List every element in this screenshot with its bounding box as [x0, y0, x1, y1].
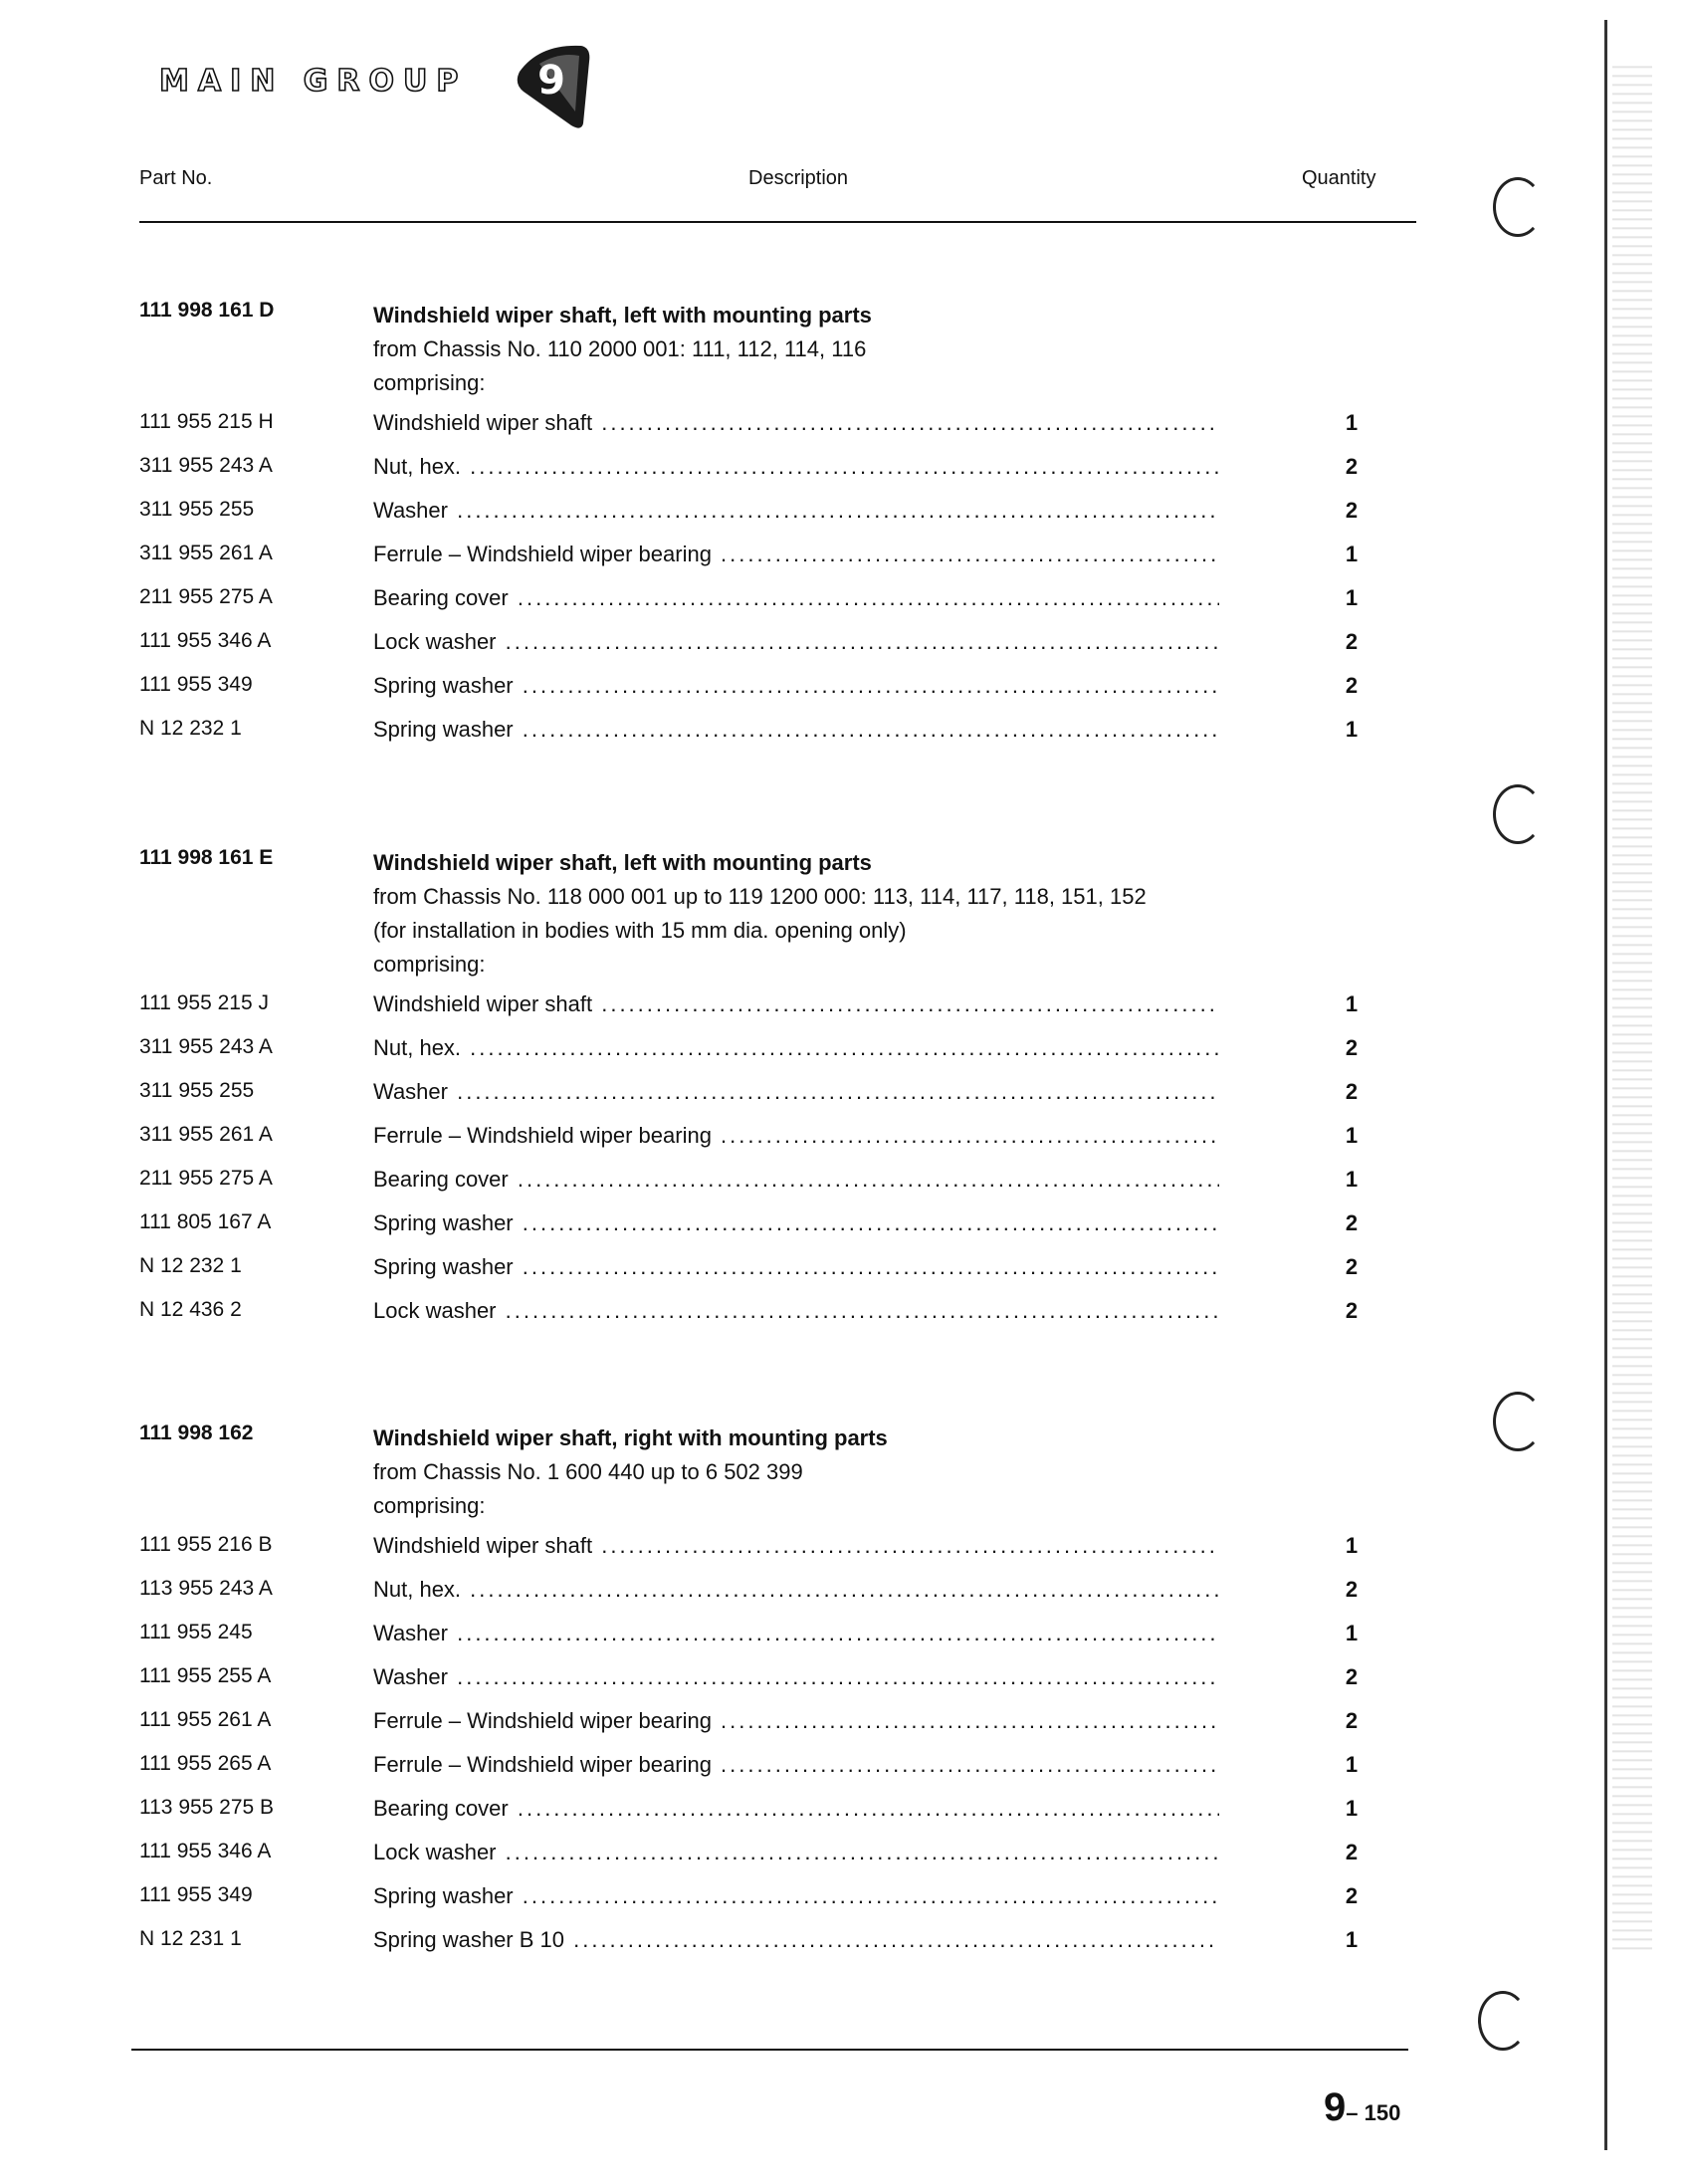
section-note: from Chassis No. 118 000 001 up to 119 1200 000: 113, 114, 117, 118, 151, 152 [373, 884, 1147, 909]
part-number: 111 805 167 A [139, 1210, 272, 1233]
part-number: 111 955 245 [139, 1621, 253, 1643]
punch-hole-icon [1478, 1991, 1528, 2051]
part-number: N 12 231 1 [139, 1927, 242, 1950]
part-number: 111 955 265 A [139, 1752, 272, 1775]
part-number: 111 955 215 J [139, 991, 269, 1014]
part-row [129, 1796, 1364, 1840]
part-description: Spring washer ..... [373, 1254, 1219, 1280]
part-description: Nut, hex. ..... [373, 1577, 1219, 1603]
part-description: Lock washer ..... [373, 629, 1219, 655]
part-quantity: 1 [1345, 585, 1359, 610]
part-number: 111 955 349 [139, 1883, 253, 1906]
part-quantity: 2 [1345, 1210, 1359, 1235]
part-number: 111 955 255 A [139, 1664, 272, 1687]
section-note: (for installation in bodies with 15 mm dia. opening only) [373, 918, 907, 943]
part-row [129, 1708, 1364, 1752]
part-row [129, 991, 1364, 1035]
page-number [1324, 2085, 1400, 2130]
column-header-quantity: Quantity [1302, 167, 1376, 189]
part-quantity: 2 [1345, 1254, 1359, 1279]
part-description: Nut, hex. ..... [373, 454, 1219, 480]
page-number-sub: – 150 [1346, 2100, 1401, 2125]
section-note: from Chassis No. 1 600 440 up to 6 502 399 [373, 1459, 803, 1484]
part-row [129, 1533, 1364, 1577]
part-description: Washer ..... [373, 1079, 1219, 1105]
comprising-label-row [129, 366, 1364, 410]
comprising-label-row [129, 1489, 1364, 1533]
header-divider [139, 221, 1416, 223]
part-number: N 12 232 1 [139, 717, 242, 740]
part-number: 211 955 275 A [139, 1167, 273, 1190]
part-number: 111 955 346 A [139, 1840, 272, 1862]
part-row [129, 1210, 1364, 1254]
part-row [129, 1840, 1364, 1883]
part-description: Washer ..... [373, 1664, 1219, 1690]
binding-edge [1604, 20, 1607, 2150]
parts-section [129, 1421, 1364, 1971]
parts-section [129, 299, 1364, 761]
parts-section [129, 846, 1364, 1342]
section-title: Windshield wiper shaft, right with mounting parts [373, 1425, 888, 1450]
part-number: 311 955 243 A [139, 1035, 273, 1058]
part-description: Lock washer ..... [373, 1298, 1219, 1324]
part-row [129, 1664, 1364, 1708]
part-number: 311 955 261 A [139, 542, 273, 564]
part-row [129, 498, 1364, 542]
part-number: 311 955 243 A [139, 454, 273, 477]
part-quantity: 1 [1345, 410, 1359, 435]
part-number: 311 955 255 [139, 1079, 255, 1102]
punch-hole-icon [1493, 1392, 1543, 1451]
section-description [373, 299, 1214, 366]
section-description [373, 1421, 1214, 1489]
part-number: 113 955 275 B [139, 1796, 275, 1819]
group-badge-number: 9 [537, 58, 565, 104]
part-quantity: 1 [1345, 1927, 1359, 1952]
part-row [129, 1927, 1364, 1971]
part-row [129, 629, 1364, 673]
part-quantity: 2 [1345, 1577, 1359, 1602]
part-description: Spring washer ..... [373, 717, 1219, 743]
section-description [373, 846, 1214, 948]
part-description: Ferrule – Windshield wiper bearing ..... [373, 1123, 1219, 1149]
part-quantity: 2 [1345, 1664, 1359, 1689]
part-description: Nut, hex. ..... [373, 1035, 1219, 1061]
part-row [129, 1167, 1364, 1210]
part-row [129, 1577, 1364, 1621]
part-number: 311 955 255 [139, 498, 255, 521]
part-quantity: 1 [1345, 1123, 1359, 1148]
part-number: 111 955 216 B [139, 1533, 273, 1556]
part-description: Lock washer ..... [373, 1840, 1219, 1865]
part-quantity: 2 [1345, 1883, 1359, 1908]
main-group-title: MAIN GROUP [159, 64, 468, 99]
part-quantity: 2 [1345, 1079, 1359, 1104]
part-description: Spring washer ..... [373, 1210, 1219, 1236]
part-row [129, 585, 1364, 629]
column-header-part-no: Part No. [139, 167, 213, 189]
part-description: Windshield wiper shaft ..... [373, 410, 1219, 436]
part-number: N 12 232 1 [139, 1254, 242, 1277]
part-quantity: 1 [1345, 1533, 1359, 1558]
section-part-no: 111 998 162 [139, 1421, 254, 1444]
part-description: Ferrule – Windshield wiper bearing ..... [373, 1708, 1219, 1734]
part-description: Ferrule – Windshield wiper bearing ..... [373, 542, 1219, 567]
part-number: 111 955 215 H [139, 410, 274, 433]
comprising-label: comprising: [373, 1493, 486, 1518]
part-quantity: 1 [1345, 1621, 1359, 1645]
part-row [129, 1621, 1364, 1664]
part-description: Spring washer B 10 ..... [373, 1927, 1219, 1953]
part-row [129, 673, 1364, 717]
page-number-main: 9 [1324, 2085, 1347, 2129]
part-quantity: 2 [1345, 1840, 1359, 1864]
part-quantity: 2 [1345, 454, 1359, 479]
section-title-row [129, 299, 1364, 361]
part-description: Bearing cover ..... [373, 1167, 1219, 1193]
comprising-label: comprising: [373, 952, 486, 977]
group-badge-icon [510, 42, 599, 133]
section-title-row [129, 846, 1364, 943]
footer-divider [131, 2049, 1408, 2051]
part-description: Spring washer ..... [373, 1883, 1219, 1909]
part-row [129, 410, 1364, 454]
part-number: 111 955 261 A [139, 1708, 272, 1731]
part-number: N 12 436 2 [139, 1298, 242, 1321]
part-quantity: 2 [1345, 498, 1359, 523]
part-number: 113 955 243 A [139, 1577, 273, 1600]
part-description: Ferrule – Windshield wiper bearing ..... [373, 1752, 1219, 1778]
punch-hole-icon [1493, 784, 1543, 844]
part-row [129, 542, 1364, 585]
comprising-label-row [129, 948, 1364, 991]
scan-speckle [1612, 60, 1652, 1951]
part-row [129, 717, 1364, 761]
part-description: Windshield wiper shaft ..... [373, 1533, 1219, 1559]
part-quantity: 1 [1345, 717, 1359, 742]
part-description: Bearing cover ..... [373, 1796, 1219, 1822]
part-row [129, 1035, 1364, 1079]
part-description: Bearing cover ..... [373, 585, 1219, 611]
part-row [129, 454, 1364, 498]
part-row [129, 1254, 1364, 1298]
section-note: from Chassis No. 110 2000 001: 111, 112, 114, 116 [373, 336, 867, 361]
part-quantity: 1 [1345, 1752, 1359, 1777]
part-number: 211 955 275 A [139, 585, 273, 608]
part-quantity: 2 [1345, 1298, 1359, 1323]
part-description: Spring washer ..... [373, 673, 1219, 699]
part-description: Washer ..... [373, 498, 1219, 524]
part-description: Washer ..... [373, 1621, 1219, 1646]
page-header [159, 42, 657, 151]
punch-hole-icon [1493, 177, 1543, 237]
part-row [129, 1752, 1364, 1796]
column-header-description: Description [748, 167, 849, 189]
section-part-no: 111 998 161 E [139, 846, 274, 869]
part-quantity: 2 [1345, 1708, 1359, 1733]
part-row [129, 1123, 1364, 1167]
section-title: Windshield wiper shaft, left with mounting parts [373, 303, 872, 328]
part-row [129, 1298, 1364, 1342]
part-quantity: 1 [1345, 542, 1359, 566]
part-number: 111 955 349 [139, 673, 253, 696]
part-row [129, 1883, 1364, 1927]
section-part-no: 111 998 161 D [139, 299, 275, 322]
part-quantity: 1 [1345, 1167, 1359, 1192]
comprising-label: comprising: [373, 370, 486, 395]
part-quantity: 1 [1345, 991, 1359, 1016]
part-number: 111 955 346 A [139, 629, 272, 652]
section-title-row [129, 1421, 1364, 1484]
part-quantity: 2 [1345, 629, 1359, 654]
part-number: 311 955 261 A [139, 1123, 273, 1146]
section-title: Windshield wiper shaft, left with mounting parts [373, 850, 872, 875]
part-quantity: 2 [1345, 673, 1359, 698]
part-quantity: 1 [1345, 1796, 1359, 1821]
part-quantity: 2 [1345, 1035, 1359, 1060]
part-description: Windshield wiper shaft ..... [373, 991, 1219, 1017]
part-row [129, 1079, 1364, 1123]
